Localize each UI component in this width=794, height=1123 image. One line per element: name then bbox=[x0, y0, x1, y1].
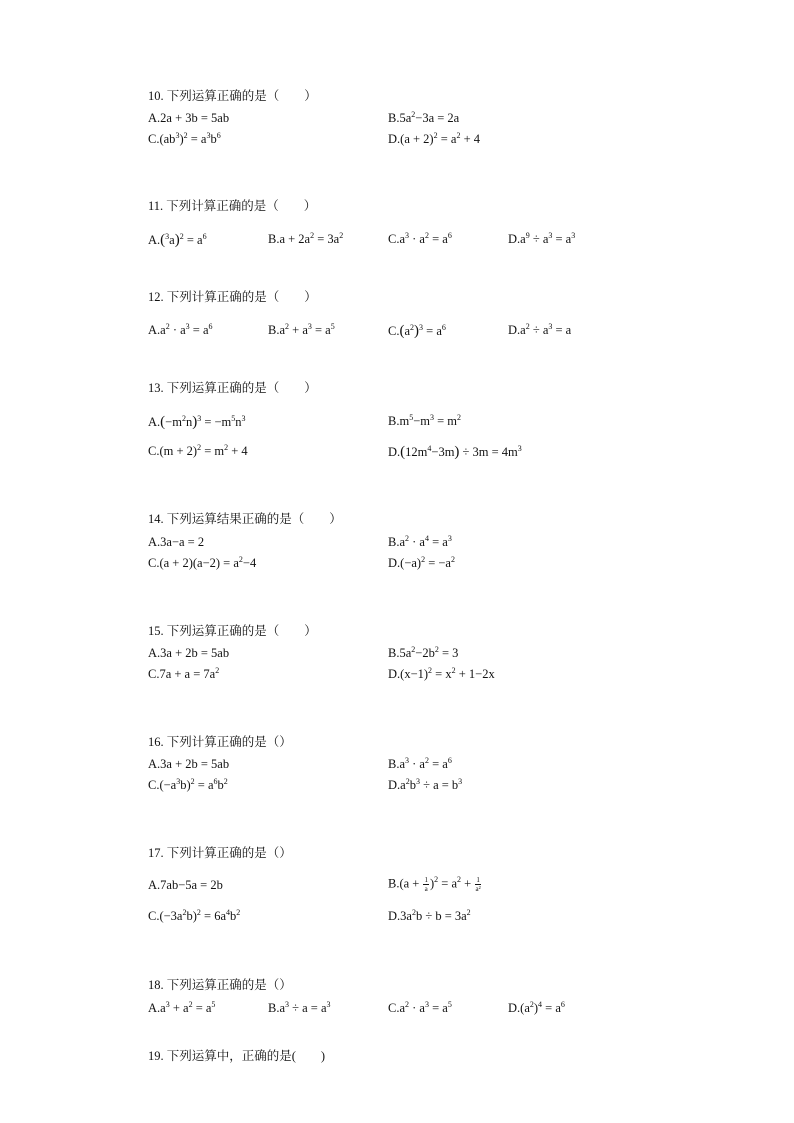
question-14-option-c: $C.(a + 2)(a-2) = a^2-4$ bbox=[148, 554, 257, 570]
question-17-option-c: $C.(-3a^2b)^2 = 6a^4b^2$ bbox=[148, 907, 241, 923]
question-14-option-a: A.3a−a = 2 bbox=[148, 535, 205, 549]
question-10-option-d: $D.(a + 2)^2 = a^2 + 4$ bbox=[388, 130, 480, 146]
question-10-option-a: A.2a + 3b = 5ab bbox=[148, 111, 230, 125]
question-18-option-a: $A.a^3 + a^2 = a^5$ bbox=[148, 999, 216, 1015]
question-15-option-d: $D.(x-1)^2 = x^2 + 1-2x$ bbox=[388, 665, 495, 681]
question-17-stem: 17. 下列计算正确的是（） bbox=[148, 846, 292, 860]
question-14-option-d: $D.(-a)^2 = -a^2$ bbox=[388, 554, 455, 570]
question-14-stem: 14. 下列运算结果正确的是（ ） bbox=[148, 512, 342, 526]
question-11-option-c: $C.a^3 \cdot a^2 = a^6$ bbox=[388, 230, 452, 246]
question-10-option-c: $C.(ab^3)^2 = a^3b^6$ bbox=[148, 130, 221, 146]
question-11-stem: 11. 下列计算正确的是（ ） bbox=[148, 199, 317, 213]
question-16-option-a: A.3a + 2b = 5ab bbox=[148, 757, 230, 771]
question-16-option-b: $B.a^3 \cdot a^2 = a^6$ bbox=[388, 755, 452, 771]
question-12-option-c: $C.(a^2)^3 = a^6$ bbox=[388, 322, 446, 339]
question-11-option-d: $D.a^9 \div a^3 = a^3$ bbox=[508, 230, 576, 246]
question-16-option-c: $C.(-a^3b)^2 = a^6b^2$ bbox=[148, 776, 228, 792]
question-19-stem: 19. 下列运算中，正确的是( ) bbox=[148, 1049, 326, 1063]
question-18-stem: 18. 下列运算正确的是（） bbox=[148, 978, 292, 992]
question-12-stem: 12. 下列计算正确的是（ ） bbox=[148, 290, 317, 304]
question-15-option-a: A.3a + 2b = 5ab bbox=[148, 646, 230, 660]
question-10-option-b: $B.5a^2-3a = 2a$ bbox=[388, 109, 460, 125]
question-10-stem: 10. 下列运算正确的是（ ） bbox=[148, 89, 317, 103]
question-18-option-b: $B.a^3 \div a = a^3$ bbox=[268, 999, 331, 1015]
question-12-option-d: $D.a^2 \div a^3 = a$ bbox=[508, 321, 572, 337]
question-13-stem: 13. 下列运算正确的是（ ） bbox=[148, 381, 317, 395]
question-13-option-d: $D.(12m^4-3m) \div 3m = 4m^3$ bbox=[388, 443, 522, 460]
question-17-option-d: $D.3a^2b \div b = 3a^2$ bbox=[388, 907, 471, 923]
question-16-stem: 16. 下列计算正确的是（） bbox=[148, 735, 292, 749]
question-15-option-c: $C.7a + a = 7a^2$ bbox=[148, 665, 220, 681]
question-11-option-b: $B.a + 2a^2 = 3a^2$ bbox=[268, 230, 344, 246]
question-17-option-b: B.(a + $\frac{1}{a}$ )$^2 = a^2$ + $\frac{1}{\text{a²}}$ bbox=[388, 875, 481, 893]
question-12-option-a: $A.a^2 \cdot a^3 = a^6$ bbox=[148, 321, 213, 337]
question-14-option-b: $B.a^2 \cdot a^4 = a^3$ bbox=[388, 533, 452, 549]
question-13-option-b: $B.m^5-m^3 = m^2$ bbox=[388, 412, 461, 428]
question-15-option-b: $B.5a^2-2b^2 = 3$ bbox=[388, 644, 459, 660]
question-18-option-d: $D.(a^2)^4 = a^6$ bbox=[508, 999, 565, 1015]
question-17-option-a: A.7ab−5a = 2b bbox=[148, 878, 223, 892]
question-12-option-b: $B.a^2 + a^3 = a^5$ bbox=[268, 321, 335, 337]
question-11-option-a: $A.(^3a)^2 = a^6$ bbox=[148, 231, 207, 248]
question-16-option-d: $D.a^2b^3 \div a = b^3$ bbox=[388, 776, 463, 792]
question-15-stem: 15. 下列运算正确的是（ ） bbox=[148, 624, 317, 638]
question-13-option-c: $C.(m + 2)^2 = m^2 + 4$ bbox=[148, 442, 248, 458]
question-13-option-a: $A.(-m^2n)^3 = -m^5n^3$ bbox=[148, 413, 246, 430]
question-18-option-c: $C.a^2 \cdot a^3 = a^5$ bbox=[388, 999, 452, 1015]
